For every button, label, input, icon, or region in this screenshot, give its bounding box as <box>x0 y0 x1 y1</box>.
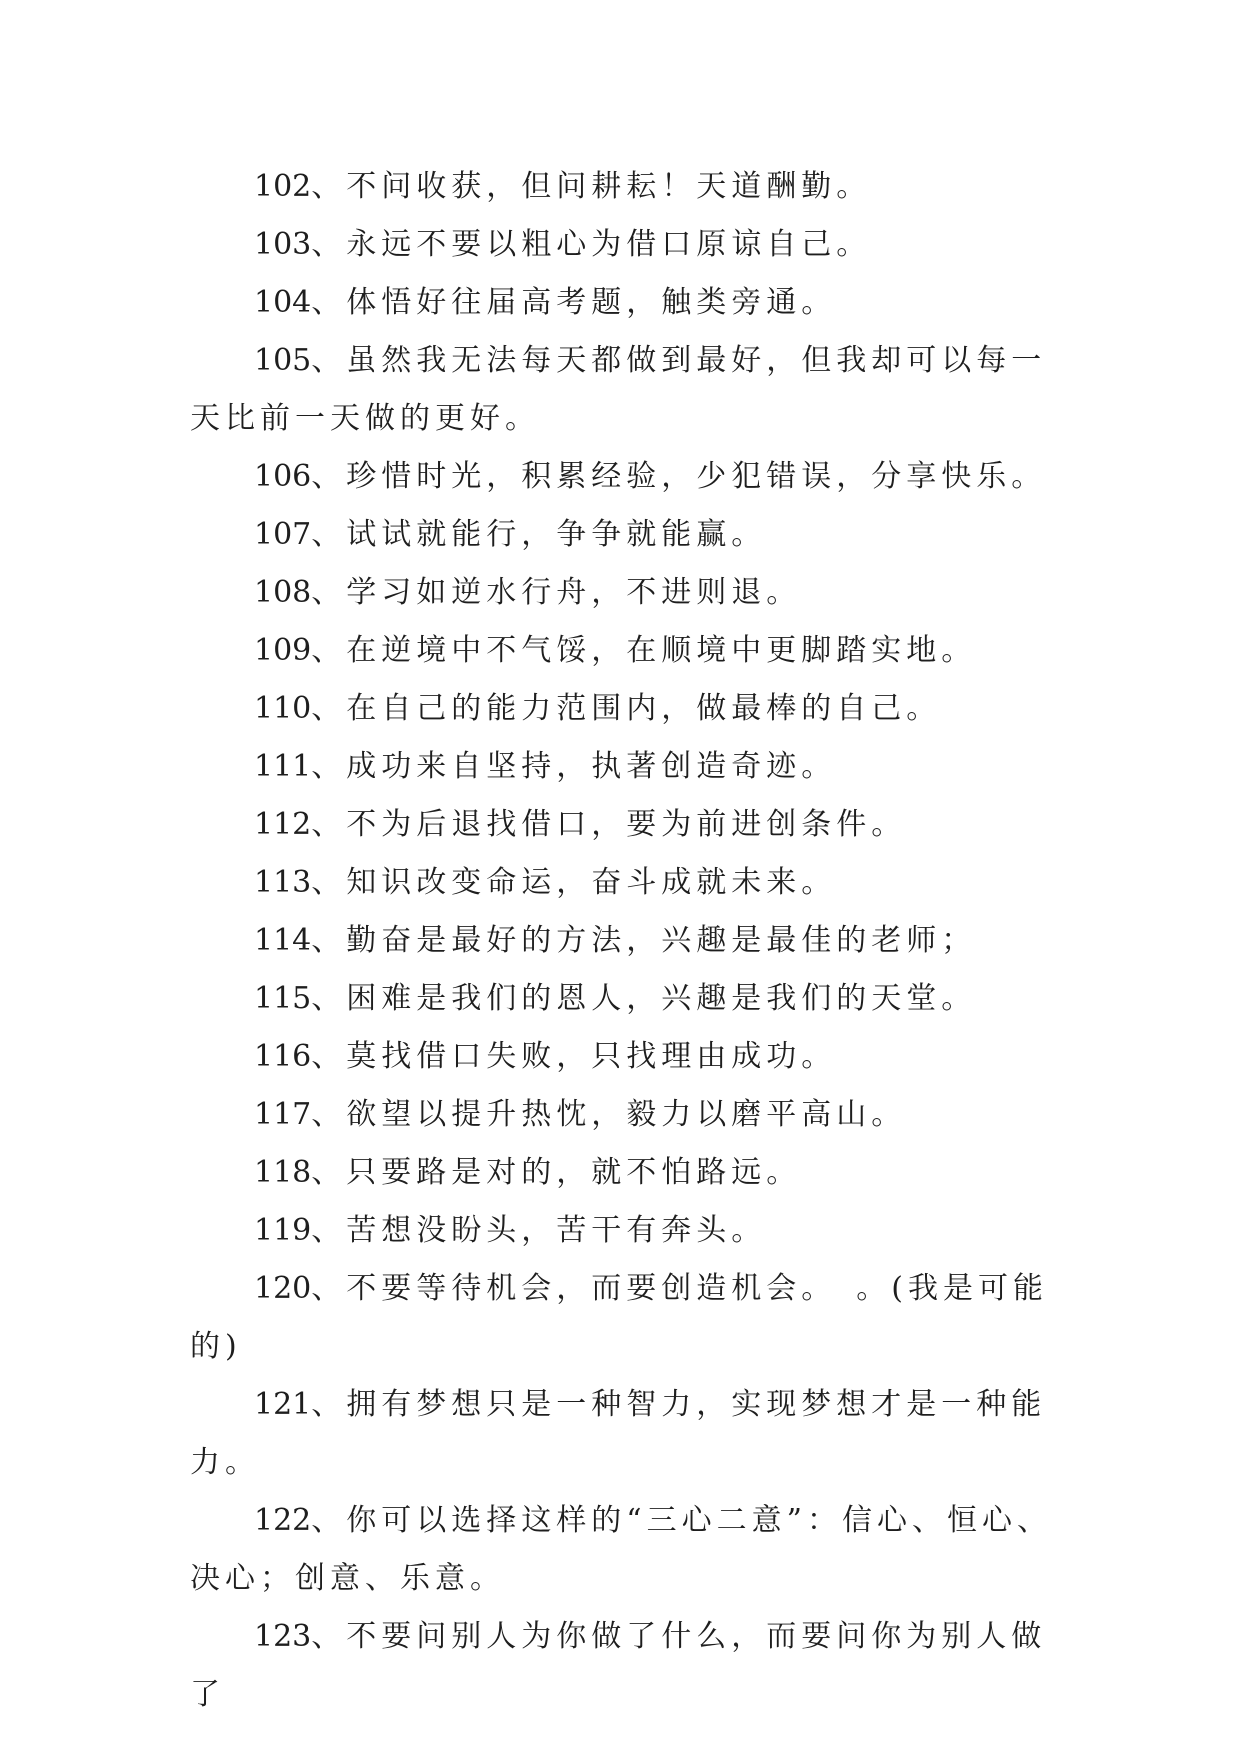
paragraph-112 <box>190 796 1070 854</box>
item-text: 、欲望以提升热忱，毅力以磨平高山。 <box>311 1097 907 1132</box>
item-text: 、勤奋是最好的方法，兴趣是最佳的老师； <box>311 923 977 958</box>
item-number: 116 <box>254 1039 312 1074</box>
item-text: 、你可以选择这样的“三心二意”：信心、恒心、决心；创意、乐意。 <box>190 1503 1052 1596</box>
item-number: 104 <box>254 285 312 320</box>
paragraph-113 <box>190 854 1070 912</box>
item-text: 、知识改变命运，奋斗成就未来。 <box>311 865 837 900</box>
paragraph-116 <box>190 1028 1070 1086</box>
paragraph-107 <box>190 506 1070 564</box>
item-text: 、苦想没盼头，苦干有奔头。 <box>311 1213 767 1248</box>
paragraph-120 <box>190 1260 1070 1376</box>
item-number: 109 <box>254 633 312 668</box>
item-text: 、不为后退找借口，要为前进创条件。 <box>311 807 907 842</box>
item-number: 112 <box>254 807 312 842</box>
paragraph-102 <box>190 158 1070 216</box>
item-number: 120 <box>254 1271 312 1306</box>
paragraph-104 <box>190 274 1070 332</box>
paragraph-117 <box>190 1086 1070 1144</box>
item-number: 111 <box>254 749 312 784</box>
paragraph-114 <box>190 912 1070 970</box>
item-number: 110 <box>254 691 312 726</box>
paragraph-108 <box>190 564 1070 622</box>
item-text: 、不问收获，但问耕耘！天道酬勤。 <box>311 169 872 204</box>
item-text: 、永远不要以粗心为借口原谅自己。 <box>311 227 872 262</box>
item-number: 108 <box>254 575 312 610</box>
paragraph-110 <box>190 680 1070 738</box>
item-number: 117 <box>254 1097 312 1132</box>
item-text: 、成功来自坚持，执著创造奇迹。 <box>311 749 837 784</box>
paragraph-106 <box>190 448 1070 506</box>
item-number: 119 <box>254 1213 312 1248</box>
item-text: 、在自己的能力范围内，做最棒的自己。 <box>311 691 942 726</box>
item-number: 107 <box>254 517 312 552</box>
item-number: 123 <box>254 1619 312 1654</box>
item-text: 、珍惜时光，积累经验，少犯错误，分享快乐。 <box>311 459 1047 494</box>
paragraph-109 <box>190 622 1070 680</box>
item-text: 、在逆境中不气馁，在顺境中更脚踏实地。 <box>311 633 977 668</box>
item-number: 105 <box>254 343 312 378</box>
item-number: 114 <box>254 923 312 958</box>
item-text: 、试试就能行，争争就能赢。 <box>311 517 767 552</box>
item-number: 106 <box>254 459 312 494</box>
item-number: 122 <box>254 1503 312 1538</box>
item-text: 、拥有梦想只是一种智力，实现梦想才是一种能力。 <box>190 1387 1047 1480</box>
paragraph-122 <box>190 1492 1070 1608</box>
document-body <box>190 158 1070 1724</box>
item-text: 、不要等待机会，而要创造机会。 。(我是可能的) <box>190 1271 1048 1364</box>
paragraph-121 <box>190 1376 1070 1492</box>
paragraph-115 <box>190 970 1070 1028</box>
item-number: 113 <box>254 865 312 900</box>
item-text: 、虽然我无法每天都做到最好，但我却可以每一天比前一天做的更好。 <box>190 343 1047 436</box>
paragraph-105 <box>190 332 1070 448</box>
item-text: 、不要问别人为你做了什么，而要问你为别人做了 <box>190 1619 1047 1712</box>
paragraph-103 <box>190 216 1070 274</box>
item-text: 、莫找借口失败，只找理由成功。 <box>311 1039 837 1074</box>
item-text: 、困难是我们的恩人，兴趣是我们的天堂。 <box>311 981 977 1016</box>
item-number: 102 <box>254 169 312 204</box>
paragraph-118 <box>190 1144 1070 1202</box>
paragraph-111 <box>190 738 1070 796</box>
item-text: 、只要路是对的，就不怕路远。 <box>311 1155 802 1190</box>
paragraph-119 <box>190 1202 1070 1260</box>
item-number: 103 <box>254 227 312 262</box>
item-number: 115 <box>254 981 312 1016</box>
item-number: 121 <box>254 1387 312 1422</box>
item-number: 118 <box>254 1155 312 1190</box>
item-text: 、体悟好往届高考题，触类旁通。 <box>311 285 837 320</box>
paragraph-123 <box>190 1608 1070 1724</box>
item-text: 、学习如逆水行舟，不进则退。 <box>311 575 802 610</box>
